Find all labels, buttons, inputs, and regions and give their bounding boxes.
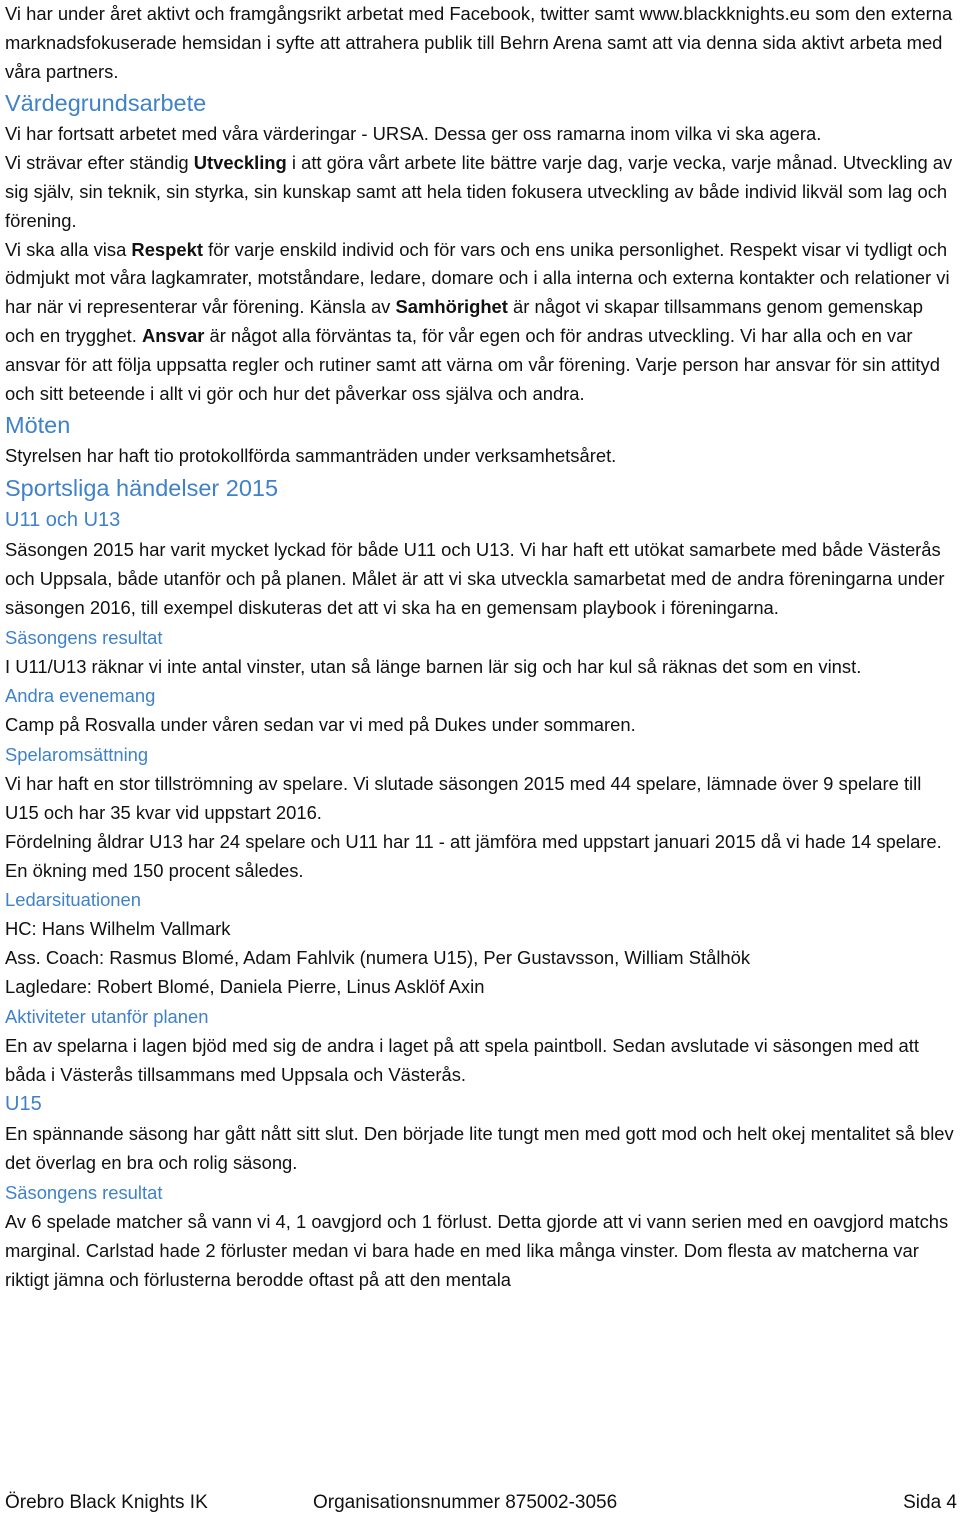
u11-u13-resultat-paragraph: I U11/U13 räknar vi inte antal vinster, utan så länge barnen lär sig och har kul så räknas det som en vinst. (5, 655, 862, 677)
intro-paragraph: Vi har under året aktivt och framgångsrikt arbetat med Facebook, twitter samt www.blackknights.eu som den externa marknadsfokuserade hemsidan i syfte att attrahera publik till Behrn Arena samt att via denna sida aktivt arbeta med våra partners. (5, 3, 953, 82)
footer-organisationsnummer: Organisationsnummer 875002-3056 (313, 1492, 618, 1513)
respekt-paragraph: Vi ska alla visa Respekt för varje enskild individ och för vars och ens unika personlighet. Respekt visar vi tydligt och ödmjukt mot våra lagkamrater, motståndare, ledare, domare och i alla interna och externa kontakter och relationer vi har när vi representerar vår förening. Känsla av Samhörighet är något vi skapar tillsammans genom gemenskap och en trygghet. Ansvar är något alla förväntas ta, för vår egen och för andras utveckling. Vi har alla och en var ansvar för att följa uppsatta regler och rutiner samt att värna om vår förening. Varje person har ansvar för sin attityd och sitt beteende i allt vi gör och hur det påverkar oss själva och andra. (5, 238, 950, 404)
footer-page-number: Sida 4 (903, 1492, 957, 1513)
ursa-paragraph: Vi har fortsatt arbetet med våra värderingar - URSA. Dessa ger oss ramarna inom vilka vi ska agera. (5, 123, 822, 145)
u15-paragraph: En spännande säsong har gått nått sitt slut. Den började lite tungt men med gott mod och helt okej mentalitet så blev det överlag en bra och rolig säsong. (5, 1123, 954, 1174)
u15-resultat-paragraph: Av 6 spelade matcher så vann vi 4, 1 oavgjord och 1 förlust. Detta gjorde att vi vann serien med en oavgjord matchs marginal. Carlstad hade 2 förluster medan vi bara hade en med lika många vinster. Dom flesta av matcherna var riktigt jämna och förlusterna berodde oftast på att den mentala (5, 1210, 949, 1290)
document-page (5, 0, 957, 1294)
samhorighet-bold: Samhörighet (395, 296, 508, 318)
heading-spelaromsattning: Spelaromsättning (5, 744, 149, 766)
heading-aktiviteter: Aktiviteter utanför planen (5, 1005, 209, 1027)
heading-andra-evenemang: Andra evenemang (5, 685, 156, 707)
heading-u15-resultat: Säsongens resultat (5, 1181, 163, 1203)
heading-u15: U15 (5, 1093, 42, 1116)
moten-paragraph: Styrelsen har haft tio protokollförda sammanträden under verksamhetsåret. (5, 445, 617, 467)
ledare-ass-coach: Ass. Coach: Rasmus Blomé, Adam Fahlvik (numera U15), Per Gustavsson, William Stålhök (5, 947, 751, 969)
ledare-lagledare: Lagledare: Robert Blomé, Daniela Pierre, Linus Asklöf Axin (5, 975, 485, 997)
ansvar-bold: Ansvar (142, 324, 205, 346)
heading-vardegrundsarbete: Värdegrundsarbete (5, 90, 207, 117)
spelaromsattning-paragraph-2: Fördelning åldrar U13 har 24 spelare och U11 har 11 - att jämföra med uppstart januari 2015 då vi hade 14 spelare. En ökning med 150 procent således. (5, 830, 942, 881)
heading-moten: Möten (5, 412, 71, 439)
heading-u11-u13-resultat: Säsongens resultat (5, 626, 163, 648)
heading-sportsliga: Sportsliga händelser 2015 (5, 475, 279, 502)
aktiviteter-paragraph: En av spelarna i lagen bjöd med sig de andra i laget på att spela paintboll. Sedan avslutade vi säsongen med att båda i Västerås tillsammans med Uppsala och Västerås. (5, 1034, 920, 1085)
ledare-hc: HC: Hans Wilhelm Vallmark (5, 918, 231, 940)
utveckling-bold: Utveckling (193, 152, 287, 174)
utveckling-paragraph: Vi strävar efter ständig Utveckling i att göra vårt arbete lite bättre varje dag, varje vecka, varje månad. Utveckling av sig själv, sin teknik, sin styrka, sin kunskap samt att hela tiden fokusera utveckling av både individ likväl som lag och förening. (5, 152, 953, 231)
andra-evenemang-paragraph: Camp på Rosvalla under våren sedan var vi med på Dukes under sommaren. (5, 714, 636, 736)
heading-ledarsituationen: Ledarsituationen (5, 889, 141, 911)
respekt-bold: Respekt (131, 238, 203, 260)
u11-u13-paragraph: Säsongen 2015 har varit mycket lyckad för både U11 och U13. Vi har haft ett utökat samarbete med både Västerås och Uppsala, både utanför och på planen. Målet är att vi ska utveckla samarbetat med de andra föreningarna under säsongen 2016, till exempel diskuteras det att vi ska ha en gemensam playbook i föreningarna. (5, 539, 945, 618)
footer-organisation: Örebro Black Knights IK (5, 1492, 208, 1513)
heading-u11-u13: U11 och U13 (5, 509, 121, 532)
spelaromsattning-paragraph-1: Vi har haft en stor tillströmning av spelare. Vi slutade säsongen 2015 med 44 spelare, lämnade över 9 spelare till U15 och har 35 kvar vid uppstart 2016. (5, 773, 922, 823)
